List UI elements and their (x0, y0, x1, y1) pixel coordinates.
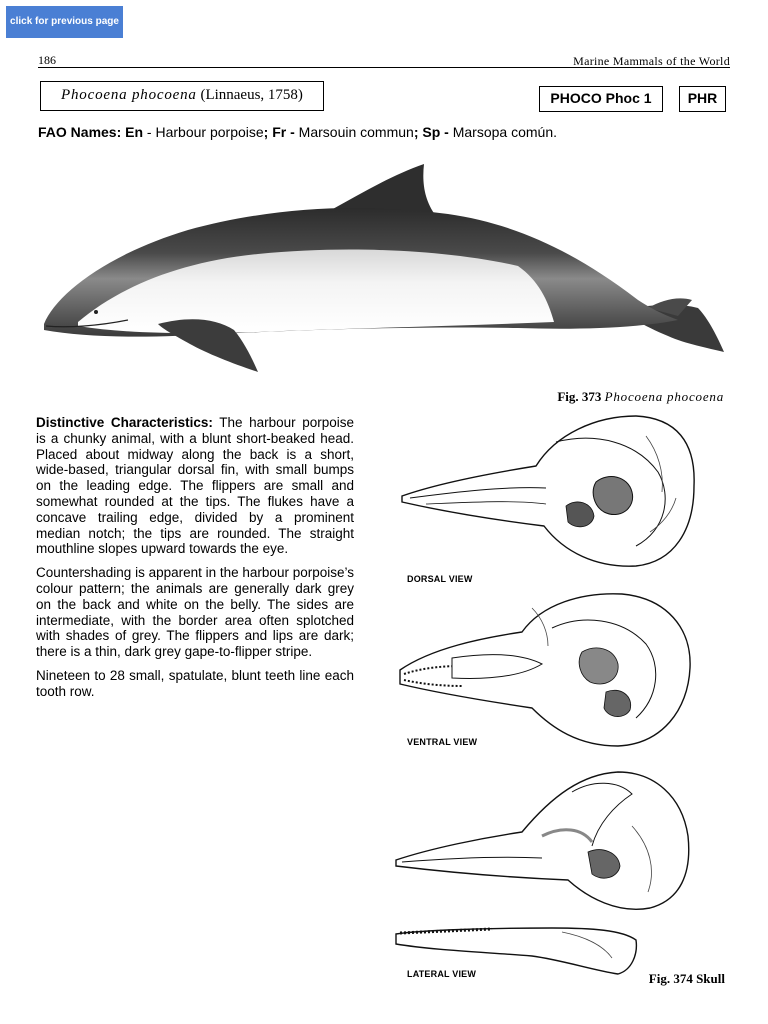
skull-lateral-drawing (392, 766, 694, 914)
species-code-box: PHOCO Phoc 1 (539, 86, 663, 112)
species-title-box (40, 81, 324, 111)
species-authority: (Linnaeus, 1758) (200, 87, 303, 103)
scientific-name: Phocoena phocoena (61, 87, 197, 103)
figure-373-number: Fig. 373 (557, 389, 602, 404)
figure-373-species: Phocoena phocoena (604, 389, 724, 404)
fao-en-label: En (125, 124, 144, 140)
porpoise-illustration (38, 158, 728, 380)
species-abbrev-box: PHR (679, 86, 726, 112)
description-text (36, 415, 354, 708)
skull-ventral-drawing (392, 588, 694, 748)
paragraph-2: Countershading is apparent in the harbour porpoise’s colour pattern; the animals are generally dark grey on the back and white on the belly. The sides are intermediate, with the border area often splotched with shades of grey. The flippers and lips are dark; there is a thin, dark grey gape-to-flipper stripe. (36, 565, 354, 660)
header-rule (38, 67, 730, 68)
distinctive-label: Distinctive Characteristics: (36, 415, 213, 430)
page-number: 186 (38, 53, 56, 67)
figure-373-caption (557, 389, 724, 405)
figure-374-label: Skull (696, 971, 725, 986)
fao-names-line: FAO Names: En - Harbour porpoise; Fr - Marsouin commun; Sp - Marsopa común. (38, 124, 558, 140)
figure-374-caption (649, 971, 725, 987)
paragraph-distinctive (36, 415, 354, 557)
skull-dorsal-drawing (396, 412, 698, 570)
ventral-view-label: VENTRAL VIEW (407, 737, 478, 747)
fao-fr-name: Marsouin commun (298, 124, 414, 140)
fao-label: FAO Names: (38, 124, 122, 140)
running-title: Marine Mammals of the World (573, 54, 730, 68)
fao-fr-label: Fr (272, 124, 287, 140)
fao-sp-label: Sp (422, 124, 441, 140)
paragraph-1-text: The harbour porpoise is a chunky animal, with a blunt short-beaked head. Placed about midway along the back is a short, wide-based, triangular dorsal fin, with small bumps on the leading edge. The flippers are small and somewhat rounded at the tips. The flukes have a concave trailing edge, divided by a prominent median notch; the tips are rounded. The straight mouthline slopes upward towards the eye. (36, 415, 354, 557)
fao-sp-name: Marsopa común. (452, 124, 558, 140)
figure-374-number: Fig. 374 (648, 971, 693, 986)
fao-en-name: Harbour porpoise (155, 124, 264, 140)
lateral-view-label: LATERAL VIEW (407, 969, 477, 979)
dorsal-view-label: DORSAL VIEW (407, 574, 473, 584)
previous-page-button[interactable]: click for previous page (6, 6, 123, 38)
paragraph-3: Nineteen to 28 small, spatulate, blunt teeth line each tooth row. (36, 667, 354, 699)
